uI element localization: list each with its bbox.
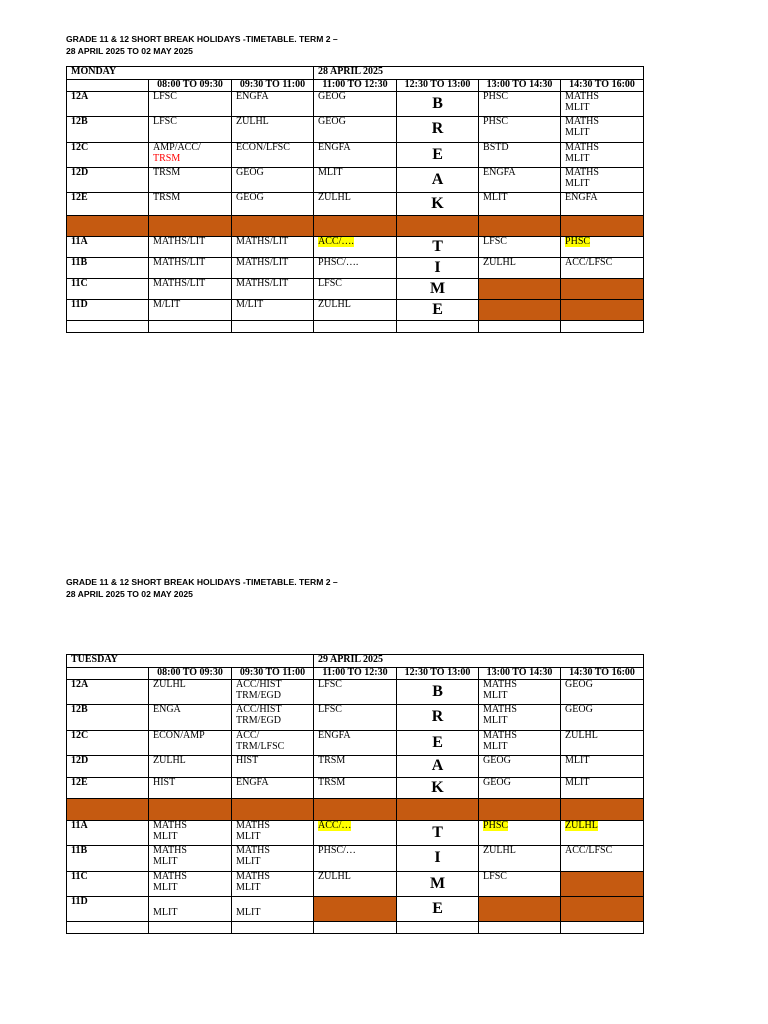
slot-header: 09:30 TO 11:00 [232, 80, 314, 92]
subject-cell: ZULHL [561, 731, 644, 756]
subject-cell: MLIT [149, 897, 232, 922]
subject-cell: ENGA [149, 705, 232, 731]
date-label: 29 APRIL 2025 [314, 655, 644, 668]
slot-header: 09:30 TO 11:00 [232, 668, 314, 680]
highlighted-subject: ACC/…. [318, 236, 354, 247]
subject-cell: BSTD [479, 143, 561, 168]
class-label: 12D [67, 168, 149, 193]
class-label: 11C [67, 279, 149, 300]
break-letter: E [397, 897, 479, 922]
subject-cell [314, 821, 397, 846]
empty-cell [232, 321, 314, 333]
subject-cell: MATHS MLIT [561, 92, 644, 117]
subject-cell: MATHS MLIT [149, 821, 232, 846]
table-row [67, 705, 644, 731]
separator-cell [479, 216, 561, 237]
subject-cell: M/LIT [232, 300, 314, 321]
corner-cell [67, 80, 149, 92]
subject-cell: ZULHL [149, 756, 232, 778]
break-letter: A [397, 168, 479, 193]
class-label: 11A [67, 821, 149, 846]
subject-cell: MATHS MLIT [561, 143, 644, 168]
subject-cell: ECON/LFSC [232, 143, 314, 168]
break-letter: R [397, 705, 479, 731]
empty-cell [149, 922, 232, 934]
subject-text: AMP/ACC/ [153, 142, 201, 153]
subject-cell: ACC/ TRM/LFSC [232, 731, 314, 756]
table-row [67, 143, 644, 168]
subject-cell: GEOG [232, 193, 314, 216]
break-letter: I [397, 846, 479, 872]
subject-cell: LFSC [149, 117, 232, 143]
highlighted-subject: ACC/… [318, 820, 352, 831]
break-letter: M [397, 279, 479, 300]
day-label: TUESDAY [67, 655, 314, 668]
day-label: MONDAY [67, 67, 314, 80]
class-label: 12E [67, 778, 149, 799]
subject-cell [479, 821, 561, 846]
subject-cell: HIST [149, 778, 232, 799]
subject-cell: ACC/HIST TRM/EGD [232, 680, 314, 705]
separator-cell [314, 799, 397, 821]
table-row [67, 237, 644, 258]
subject-cell: LFSC [479, 872, 561, 897]
separator-cell [479, 799, 561, 821]
empty-cell [314, 922, 397, 934]
break-letter: A [397, 756, 479, 778]
break-letter: K [397, 193, 479, 216]
tuesday-timetable [66, 654, 644, 934]
subject-cell: GEOG [561, 680, 644, 705]
subject-cell [561, 821, 644, 846]
separator-cell [397, 216, 479, 237]
subject-cell: MATHS/LIT [232, 279, 314, 300]
slot-header: 14:30 TO 16:00 [561, 80, 644, 92]
separator-cell [67, 216, 149, 237]
subject-cell: PHSC/… [314, 846, 397, 872]
subject-cell: ENGFA [314, 143, 397, 168]
subject-cell: GEOG [314, 117, 397, 143]
subject-cell: LFSC [314, 705, 397, 731]
slot-header: 14:30 TO 16:00 [561, 668, 644, 680]
heading-line-2: 28 APRIL 2025 TO 02 MAY 2025 [66, 589, 193, 599]
slot-header: 11:00 TO 12:30 [314, 80, 397, 92]
heading-line-1: GRADE 11 & 12 SHORT BREAK HOLIDAYS -TIMETABLE. TERM 2 – [66, 577, 338, 587]
subject-cell: HIST [232, 756, 314, 778]
slot-header: 12:30 TO 13:00 [397, 80, 479, 92]
timetable-heading-monday [66, 33, 338, 57]
subject-cell: LFSC [479, 237, 561, 258]
subject-cell: GEOG [479, 778, 561, 799]
class-label: 12A [67, 92, 149, 117]
subject-cell: ACC/LFSC [561, 258, 644, 279]
table-row [67, 872, 644, 897]
title-row [67, 655, 644, 668]
subject-cell: MATHS MLIT [479, 680, 561, 705]
separator-cell [561, 799, 644, 821]
subject-cell: MLIT [479, 193, 561, 216]
table-row [67, 168, 644, 193]
table-row-empty [67, 922, 644, 934]
slot-header: 11:00 TO 12:30 [314, 668, 397, 680]
subject-cell: M/LIT [149, 300, 232, 321]
subject-cell: MATHS/LIT [149, 279, 232, 300]
subject-cell: LFSC [314, 279, 397, 300]
break-letter: B [397, 680, 479, 705]
subject-cell [314, 237, 397, 258]
empty-cell [67, 321, 149, 333]
blocked-cell [479, 279, 561, 300]
subject-cell: MLIT [561, 778, 644, 799]
table-row [67, 897, 644, 922]
subject-cell: ZULHL [314, 300, 397, 321]
subject-cell: PHSC [479, 117, 561, 143]
subject-cell: GEOG [561, 705, 644, 731]
subject-cell: ZULHL [232, 117, 314, 143]
empty-cell [479, 922, 561, 934]
blocked-cell [561, 279, 644, 300]
table-row [67, 778, 644, 799]
timetable-heading-tuesday [66, 576, 338, 600]
time-slot-row [67, 668, 644, 680]
separator-cell [149, 799, 232, 821]
empty-cell [479, 321, 561, 333]
subject-cell: MLIT [561, 756, 644, 778]
break-letter: E [397, 731, 479, 756]
slot-header: 13:00 TO 14:30 [479, 668, 561, 680]
subject-cell: MATHS MLIT [149, 846, 232, 872]
subject-cell: ZULHL [149, 680, 232, 705]
subject-cell: MATHS/LIT [149, 258, 232, 279]
break-letter: B [397, 92, 479, 117]
monday-timetable [66, 66, 644, 333]
subject-cell: ZULHL [314, 193, 397, 216]
class-label: 12B [67, 117, 149, 143]
heading-line-2: 28 APRIL 2025 TO 02 MAY 2025 [66, 46, 193, 56]
subject-cell: MATHS MLIT [479, 731, 561, 756]
subject-cell: GEOG [314, 92, 397, 117]
class-label: 11D [67, 300, 149, 321]
time-slot-row [67, 80, 644, 92]
subject-cell: PHSC [479, 92, 561, 117]
subject-cell: MATHS MLIT [232, 821, 314, 846]
corner-cell [67, 668, 149, 680]
break-letter: K [397, 778, 479, 799]
subject-cell: TRSM [149, 168, 232, 193]
table-row-empty [67, 321, 644, 333]
subject-cell: LFSC [149, 92, 232, 117]
subject-cell [561, 237, 644, 258]
subject-cell: MATHS MLIT [561, 168, 644, 193]
class-label: 12C [67, 731, 149, 756]
subject-cell: ENGFA [232, 92, 314, 117]
slot-header: 13:00 TO 14:30 [479, 80, 561, 92]
table-row [67, 92, 644, 117]
subject-cell: TRSM [314, 778, 397, 799]
separator-row [67, 216, 644, 237]
empty-cell [561, 922, 644, 934]
blocked-cell [314, 897, 397, 922]
break-letter: I [397, 258, 479, 279]
separator-cell [232, 799, 314, 821]
highlighted-subject: ZULHL [565, 820, 598, 831]
class-label: 12B [67, 705, 149, 731]
slot-header: 12:30 TO 13:00 [397, 668, 479, 680]
title-row [67, 67, 644, 80]
subject-cell: ENGFA [479, 168, 561, 193]
subject-cell: MATHS/LIT [149, 237, 232, 258]
class-label: 11B [67, 846, 149, 872]
empty-cell [232, 922, 314, 934]
subject-cell: ENGFA [561, 193, 644, 216]
subject-cell: MLIT [314, 168, 397, 193]
subject-cell [149, 143, 232, 168]
class-label: 12E [67, 193, 149, 216]
subject-cell: PHSC/…. [314, 258, 397, 279]
empty-cell [561, 321, 644, 333]
highlighted-subject: PHSC [483, 820, 509, 831]
empty-cell [314, 321, 397, 333]
break-letter: T [397, 821, 479, 846]
table-row [67, 756, 644, 778]
separator-cell [561, 216, 644, 237]
subject-cell: ENGFA [314, 731, 397, 756]
break-letter: E [397, 143, 479, 168]
table-row [67, 846, 644, 872]
blocked-cell [561, 872, 644, 897]
subject-cell: MATHS MLIT [232, 846, 314, 872]
break-letter: R [397, 117, 479, 143]
subject-cell: GEOG [232, 168, 314, 193]
blocked-cell [561, 300, 644, 321]
date-label: 28 APRIL 2025 [314, 67, 644, 80]
highlighted-subject: PHSC [565, 236, 591, 247]
subject-cell: MATHS MLIT [232, 872, 314, 897]
table-row [67, 821, 644, 846]
table-row [67, 117, 644, 143]
class-label: 12D [67, 756, 149, 778]
subject-cell: TRSM [314, 756, 397, 778]
separator-cell [149, 216, 232, 237]
separator-cell [232, 216, 314, 237]
class-label: 11D [67, 897, 149, 922]
class-label: 12A [67, 680, 149, 705]
subject-cell: MATHS MLIT [479, 705, 561, 731]
subject-cell: MATHS MLIT [149, 872, 232, 897]
subject-cell: MATHS MLIT [561, 117, 644, 143]
table-row [67, 680, 644, 705]
blocked-cell [561, 897, 644, 922]
subject-cell: MLIT [232, 897, 314, 922]
empty-cell [67, 922, 149, 934]
empty-cell [397, 922, 479, 934]
subject-cell: GEOG [479, 756, 561, 778]
break-letter: T [397, 237, 479, 258]
separator-row [67, 799, 644, 821]
class-label: 12C [67, 143, 149, 168]
subject-cell: ENGFA [232, 778, 314, 799]
separator-cell [397, 799, 479, 821]
separator-cell [314, 216, 397, 237]
subject-text-red: TRSM [153, 152, 181, 164]
table-row [67, 193, 644, 216]
slot-header: 08:00 TO 09:30 [149, 668, 232, 680]
subject-cell: TRSM [149, 193, 232, 216]
slot-header: 08:00 TO 09:30 [149, 80, 232, 92]
subject-cell: MATHS/LIT [232, 258, 314, 279]
empty-cell [149, 321, 232, 333]
subject-cell: ACC/HIST TRM/EGD [232, 705, 314, 731]
table-row [67, 731, 644, 756]
class-label: 11B [67, 258, 149, 279]
subject-cell: LFSC [314, 680, 397, 705]
table-row [67, 300, 644, 321]
table-row [67, 258, 644, 279]
subject-cell: ZULHL [314, 872, 397, 897]
empty-cell [397, 321, 479, 333]
break-letter: E [397, 300, 479, 321]
class-label: 11C [67, 872, 149, 897]
class-label: 11A [67, 237, 149, 258]
subject-cell: ECON/AMP [149, 731, 232, 756]
break-letter: M [397, 872, 479, 897]
blocked-cell [479, 897, 561, 922]
blocked-cell [479, 300, 561, 321]
heading-line-1: GRADE 11 & 12 SHORT BREAK HOLIDAYS -TIMETABLE. TERM 2 – [66, 34, 338, 44]
subject-cell: MATHS/LIT [232, 237, 314, 258]
subject-cell: ZULHL [479, 846, 561, 872]
subject-cell: ZULHL [479, 258, 561, 279]
subject-cell: ACC/LFSC [561, 846, 644, 872]
table-row [67, 279, 644, 300]
separator-cell [67, 799, 149, 821]
